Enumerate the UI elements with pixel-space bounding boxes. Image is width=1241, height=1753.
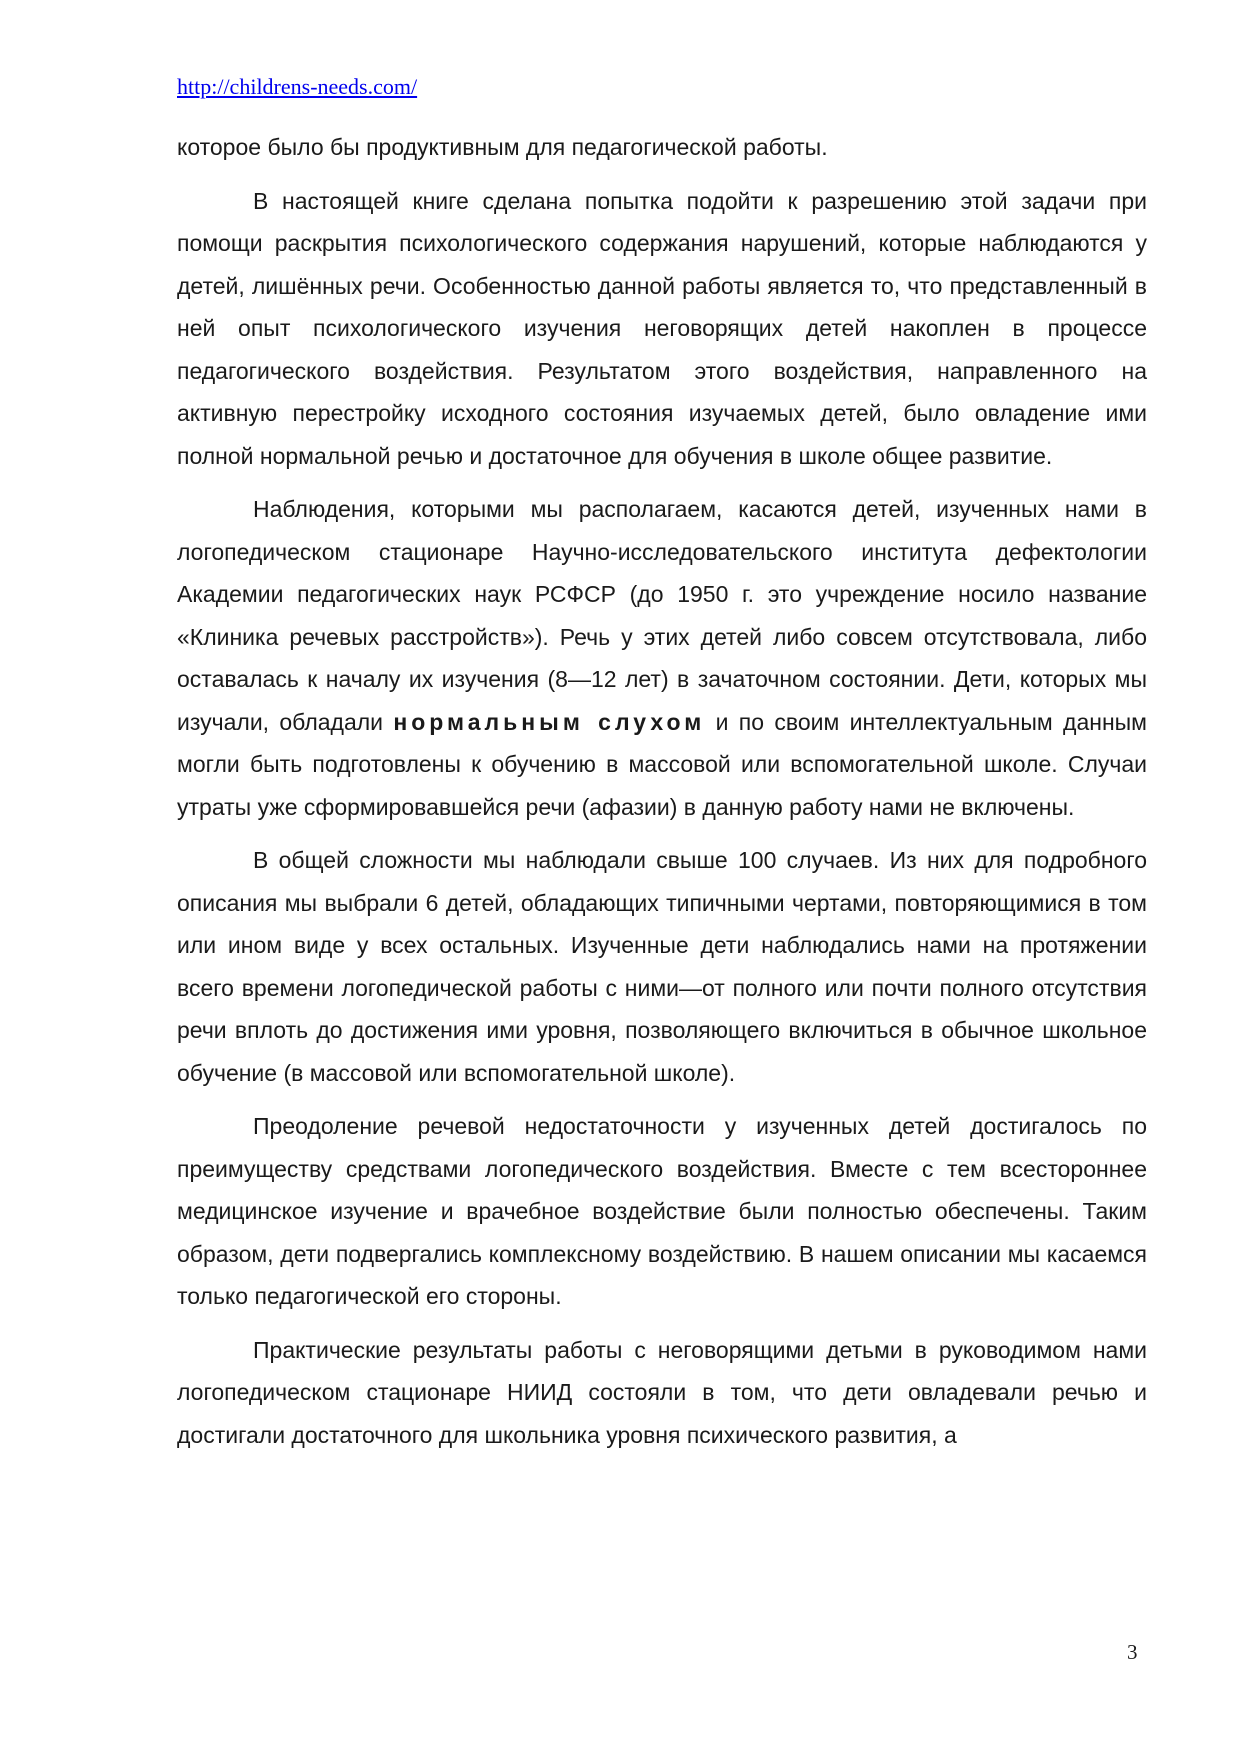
page-number: 3 bbox=[1127, 1640, 1138, 1664]
paragraph-book-purpose: В настоящей книге сделана попытка подойти к разрешению этой задачи при помощи раскрытия психологического содержания нарушений, которые наблюдаются у детей, лишённых речи. Особенностью данной работы является то, что представленный в ней опыт психологического изучения неговорящих детей накоплен в процессе педагогического воздействия. Результатом этого воздействия, направленного на активную перестройку исходного состояния изучаемых детей, было овладение ими полной нормальной речью и достаточное для обучения в школе общее развитие. bbox=[177, 187, 1147, 469]
emphasis-normal-hearing: нормальным слухом bbox=[393, 708, 706, 735]
paragraph-observations-text-start: Наблюдения, которыми мы располагаем, касаются детей, изученных нами в логопедическом стационаре Научно-исследовательского института дефектологии Академии педагогических наук РСФСР (до 1950 г. это учреждение носило название «Клиника речевых расстройств»). Речь у этих детей либо совсем отсутствовала, либо оставалась к началу их изучения (8—12 лет) в зачаточном состоянии. Дети, которых мы изучали, обладали bbox=[177, 496, 1147, 735]
paragraph-practical-results: Практические результаты работы с неговорящими детьми в руководимом нами логопедическом стационаре НИИД состояли в том, что дети овладевали речью и достигали достаточного для школьника уровня психического развития, а bbox=[177, 1336, 1147, 1448]
paragraph-continuation: которое было бы продуктивным для педагогической работы. bbox=[177, 134, 828, 160]
document-body bbox=[177, 126, 1147, 1467]
header-url-link[interactable]: http://childrens-needs.com/ bbox=[177, 74, 418, 99]
paragraph-observations bbox=[177, 488, 1147, 828]
paragraph-cases: В общей сложности мы наблюдали свыше 100 случаев. Из них для подробного описания мы выбрали 6 детей, обладающих типичными чертами, повторяющимися в том или ином виде у всех остальных. Изученные дети наблюдались нами на протяжении всего времени логопедической работы с ними—от полного или почти полного отсутствия речи вплоть до достижения ими уровня, позволяющего включиться в обычное школьное обучение (в массовой или вспомогательной школе). bbox=[177, 847, 1147, 1086]
paragraph-overcoming: Преодоление речевой недостаточности у изученных детей достигалось по преимуществу средствами логопедического воздействия. Вместе с тем всестороннее медицинское изучение и врачебное воздействие были полностью обеспечены. Таким образом, дети подвергались комплексному воздействию. В нашем описании мы касаемся только педагогической его стороны. bbox=[177, 1113, 1147, 1309]
paragraph-observations-text-end: и по своим интеллектуальным данным могли быть подготовлены к обучению в массовой или вспомогательной школе. Случаи утраты уже сформировавшейся речи (афазии) в данную работу нами не включены. bbox=[177, 708, 1147, 820]
